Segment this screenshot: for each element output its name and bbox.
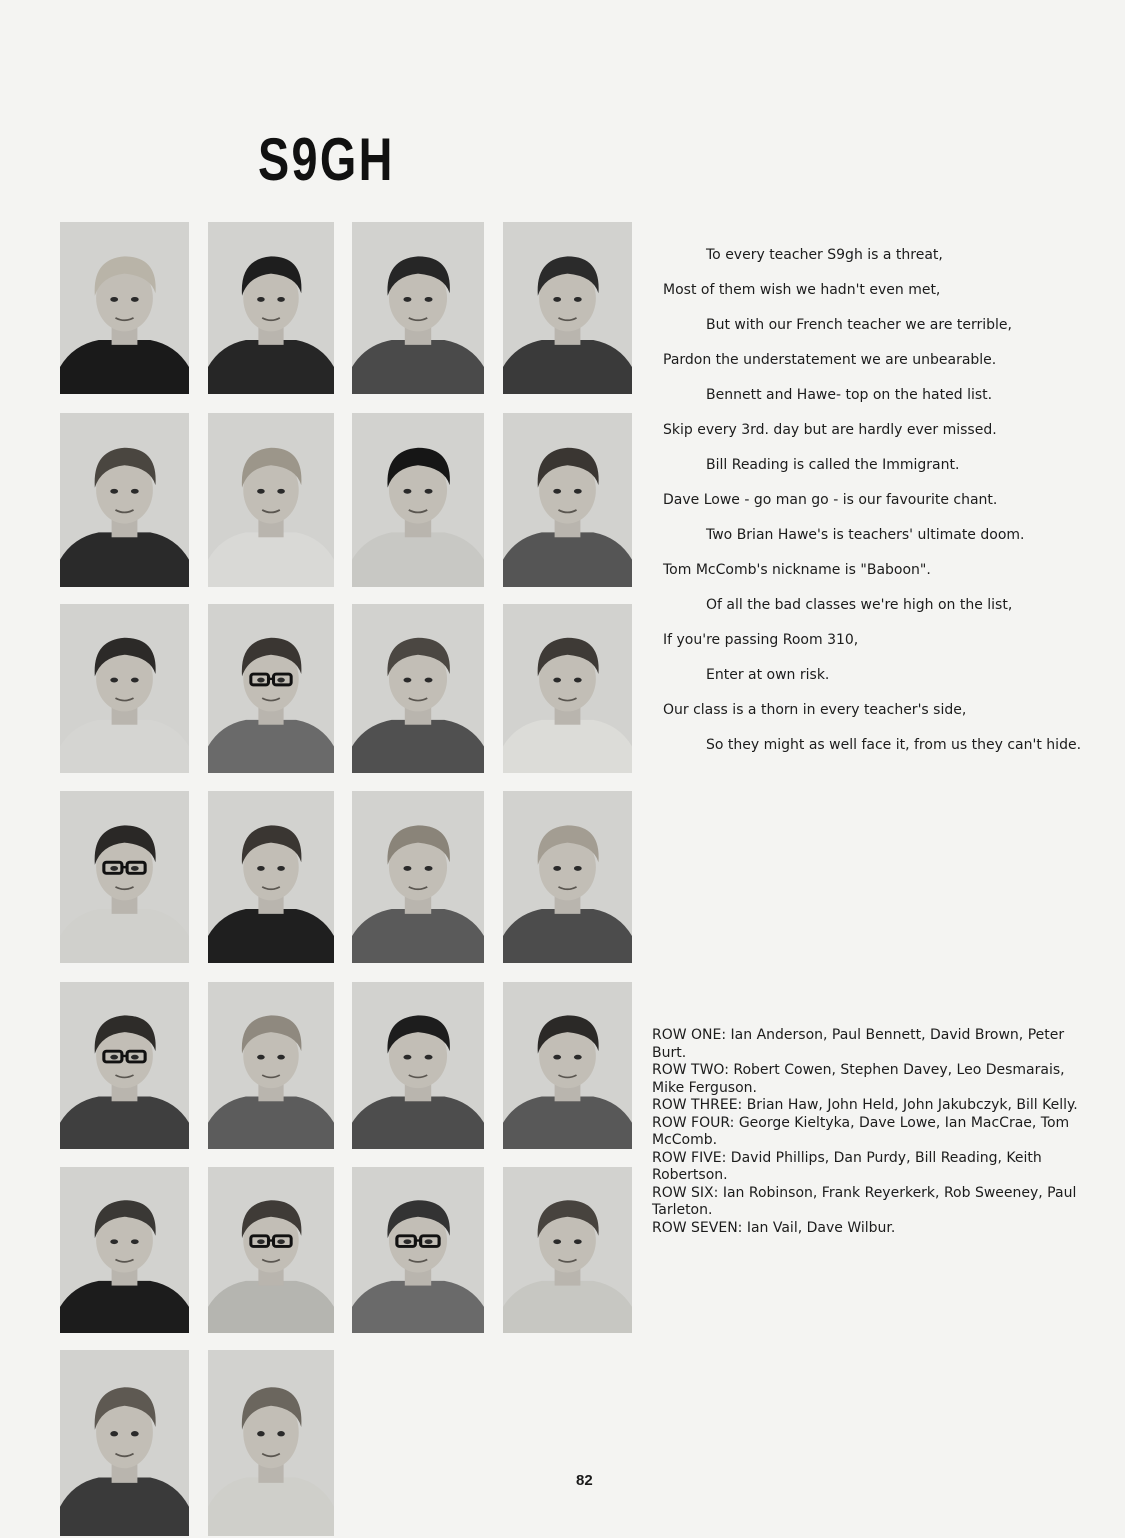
poem-line: Bennett and Hawe- top on the hated list.: [706, 387, 993, 403]
roster-row: ROW THREE: Brian Haw, John Held, John Jakubczyk, Bill Kelly.: [652, 1097, 1078, 1113]
student-portrait: [503, 222, 632, 394]
student-portrait: [60, 222, 189, 394]
poem-line: Pardon the understatement we are unbearable.: [663, 352, 997, 368]
roster-row: ROW SEVEN: Ian Vail, Dave Wilbur.: [652, 1219, 896, 1236]
student-portrait: [352, 222, 484, 394]
student-portrait: [208, 604, 334, 773]
poem-line: Of all the bad classes we're high on the list,: [706, 597, 1013, 613]
student-portrait: [60, 1350, 189, 1536]
student-portrait: [503, 791, 632, 963]
roster-row: ROW ONE: Ian Anderson, Paul Bennett, David Brown, Peter Burt.: [652, 1027, 1065, 1061]
student-portrait: [352, 604, 484, 773]
poem-line: Most of them wish we hadn't even met,: [663, 282, 941, 298]
student-portrait: [208, 1350, 334, 1536]
poem-line: Two Brian Hawe's is teachers' ultimate doom.: [706, 527, 1025, 543]
student-portrait: [503, 604, 632, 773]
student-portrait: [208, 1167, 334, 1333]
student-portrait: [352, 413, 484, 587]
poem-line: Skip every 3rd. day but are hardly ever missed.: [663, 422, 997, 438]
poem-line: Bill Reading is called the Immigrant.: [706, 457, 960, 473]
poem-line: If you're passing Room 310,: [663, 632, 859, 648]
student-portrait: [503, 982, 632, 1149]
page-title: S9GH: [258, 126, 395, 193]
page-number: 82: [576, 1472, 593, 1489]
student-portrait: [60, 982, 189, 1149]
poem-line: But with our French teacher we are terrible,: [706, 317, 1012, 333]
student-portrait: [503, 413, 632, 587]
poem-line: So they might as well face it, from us they can't hide.: [706, 737, 1082, 753]
student-portrait: [208, 222, 334, 394]
student-portrait: [60, 791, 189, 963]
poem-line: To every teacher S9gh is a threat,: [706, 247, 943, 263]
student-portrait: [60, 413, 189, 587]
roster-row: ROW FOUR: George Kieltyka, Dave Lowe, Ian MacCrae, Tom McComb.: [652, 1114, 1070, 1148]
class-poem: [663, 244, 1103, 769]
student-portrait: [208, 982, 334, 1149]
student-portrait: [352, 1167, 484, 1333]
student-portrait: [352, 791, 484, 963]
student-portrait: [60, 1167, 189, 1333]
poem-line: Enter at own risk.: [706, 667, 830, 683]
student-portrait: [208, 791, 334, 963]
roster-row: ROW TWO: Robert Cowen, Stephen Davey, Leo Desmarais, Mike Ferguson.: [652, 1062, 1065, 1096]
roster-row: ROW SIX: Ian Robinson, Frank Reyerkerk, Rob Sweeney, Paul Tarleton.: [652, 1184, 1077, 1218]
roster-row: ROW FIVE: David Phillips, Dan Purdy, Bill Reading, Keith Robertson.: [652, 1149, 1042, 1183]
poem-line: Dave Lowe - go man go - is our favourite chant.: [663, 492, 998, 508]
student-portrait: [208, 413, 334, 587]
student-portrait: [352, 982, 484, 1149]
student-portrait: [503, 1167, 632, 1333]
poem-line: Tom McComb's nickname is "Baboon".: [663, 562, 931, 578]
student-portrait: [60, 604, 189, 773]
student-roster: [652, 1027, 1092, 1237]
poem-line: Our class is a thorn in every teacher's side,: [663, 702, 967, 718]
